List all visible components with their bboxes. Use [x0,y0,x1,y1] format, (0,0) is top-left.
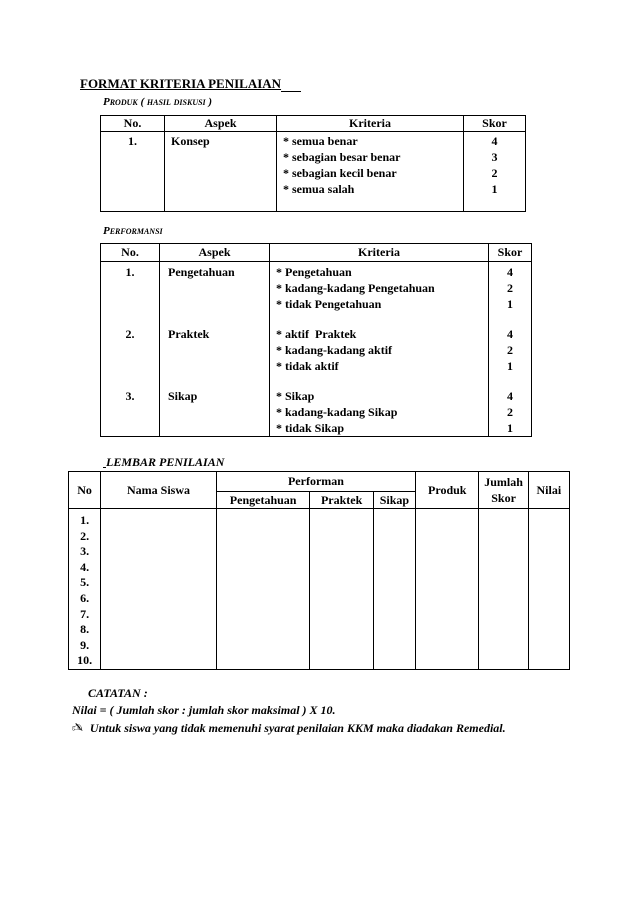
skor-value: 2 [507,343,513,357]
lembar-heading [103,455,224,470]
row-skor [464,132,526,212]
row-aspek: Konsep [165,132,277,212]
produk-heading [103,96,212,108]
skor-value: 4 [491,134,498,148]
kriteria-line: * kadang-kadang aktif [276,343,393,357]
col-header-produk: Produk [416,472,479,509]
nilai-cell[interactable] [528,509,569,670]
catatan-label: CATATAN : [88,686,148,700]
produk-heading-text: Produk ( hasil diskusi ) [103,96,213,108]
row-skor [489,326,532,374]
page-title [80,76,301,92]
col-header-aspek: Aspek [160,244,270,262]
row-aspek: Pengetahuan [160,262,270,313]
row-kriteria [270,326,489,374]
col-header-no: No [69,472,101,509]
kriteria-line: * sebagian kecil benar [283,166,397,180]
pengetahuan-cell[interactable] [216,509,310,670]
row-aspek: Sikap [160,388,270,437]
kriteria-line: * Sikap [276,389,315,403]
skor-value: 1 [507,297,513,311]
kriteria-line: * tidak Sikap [276,421,345,435]
performansi-heading-text: Performansi [103,225,163,237]
skor-value: 2 [491,166,498,180]
col-header-kriteria: Kriteria [277,116,464,132]
kriteria-line: * kadang-kadang Sikap [276,405,398,419]
col-header-nilai: Nilai [528,472,569,509]
row-number: 6. [80,590,90,605]
skor-value: 1 [507,359,513,373]
skor-value: 2 [507,405,513,419]
col-header-praktek: Praktek [310,492,373,509]
col-header-skor: Skor [464,116,526,132]
table-row [101,132,526,212]
row-no: 2. [101,326,160,374]
skor-value: 1 [507,421,513,435]
row-no: 1. [101,262,160,313]
praktek-cell[interactable] [310,509,373,670]
kriteria-line: * tidak Pengetahuan [276,297,382,311]
row-skor [489,388,532,437]
col-header-no: No. [101,244,160,262]
kriteria-line: * aktif Praktek [276,327,357,341]
row-kriteria [270,388,489,437]
produk-cell[interactable] [416,509,479,670]
kriteria-line: * kadang-kadang Pengetahuan [276,281,435,295]
catatan-remedial [72,721,506,736]
row-no: 3. [101,388,160,437]
col-header-nama-siswa: Nama Siswa [101,472,217,509]
lembar-penilaian-table [68,471,570,670]
row-number: 7. [80,606,90,621]
remedial-text: Untuk siswa yang tidak memenuhi syarat penilaian KKM maka diadakan Remedial. [89,721,506,735]
table-row [101,326,532,374]
kriteria-line: * tidak aktif [276,359,339,373]
kriteria-line: * semua benar [283,134,358,148]
row-kriteria [277,132,464,212]
col-header-kriteria: Kriteria [270,244,489,262]
row-number: 3. [80,544,90,559]
catatan-formula: Nilai = ( Jumlah skor : jumlah skor maksimal ) X 10. [72,703,336,717]
row-number: 2. [80,528,90,543]
row-number: 9. [80,637,90,652]
table-row [101,262,532,313]
row-skor [489,262,532,313]
col-header-no: No. [101,116,165,132]
nama-siswa-cell[interactable] [101,509,217,670]
col-header-jumlah-skor [479,472,528,509]
performansi-heading [103,225,163,237]
row-number: 4. [80,559,90,574]
col-header-performan: Performan [216,472,415,492]
kriteria-line: * Pengetahuan [276,265,352,279]
row-aspek: Praktek [160,326,270,374]
writing-hand-icon: ✍ [72,721,83,736]
col-header-pengetahuan: Pengetahuan [216,492,310,509]
sikap-cell[interactable] [373,509,415,670]
col-header-aspek: Aspek [165,116,277,132]
kriteria-line: * semua salah [283,182,355,196]
row-kriteria [270,262,489,313]
skor-value: 4 [507,327,513,341]
skor-value: 2 [507,281,513,295]
table-row [101,388,532,437]
skor-value: 4 [507,265,513,279]
row-number: 8. [80,622,90,637]
lembar-heading-text: LEMBAR PENILAIAN [106,455,225,469]
row-numbers [69,509,101,670]
jumlah-skor-label: Jumlah Skor [484,475,523,505]
jumlah-skor-cell[interactable] [479,509,528,670]
page-title-text: FORMAT KRITERIA PENILAIAN [80,76,282,91]
col-header-sikap: Sikap [373,492,415,509]
produk-table [100,115,526,212]
row-number: 10. [77,653,93,668]
skor-value: 3 [491,150,498,164]
skor-value: 4 [507,389,513,403]
row-number: 5. [80,575,90,590]
skor-value: 1 [491,182,498,196]
performansi-table [100,243,532,437]
row-no: 1. [101,132,165,212]
kriteria-line: * sebagian besar benar [283,150,401,164]
col-header-skor: Skor [489,244,532,262]
row-number: 1. [80,513,90,527]
